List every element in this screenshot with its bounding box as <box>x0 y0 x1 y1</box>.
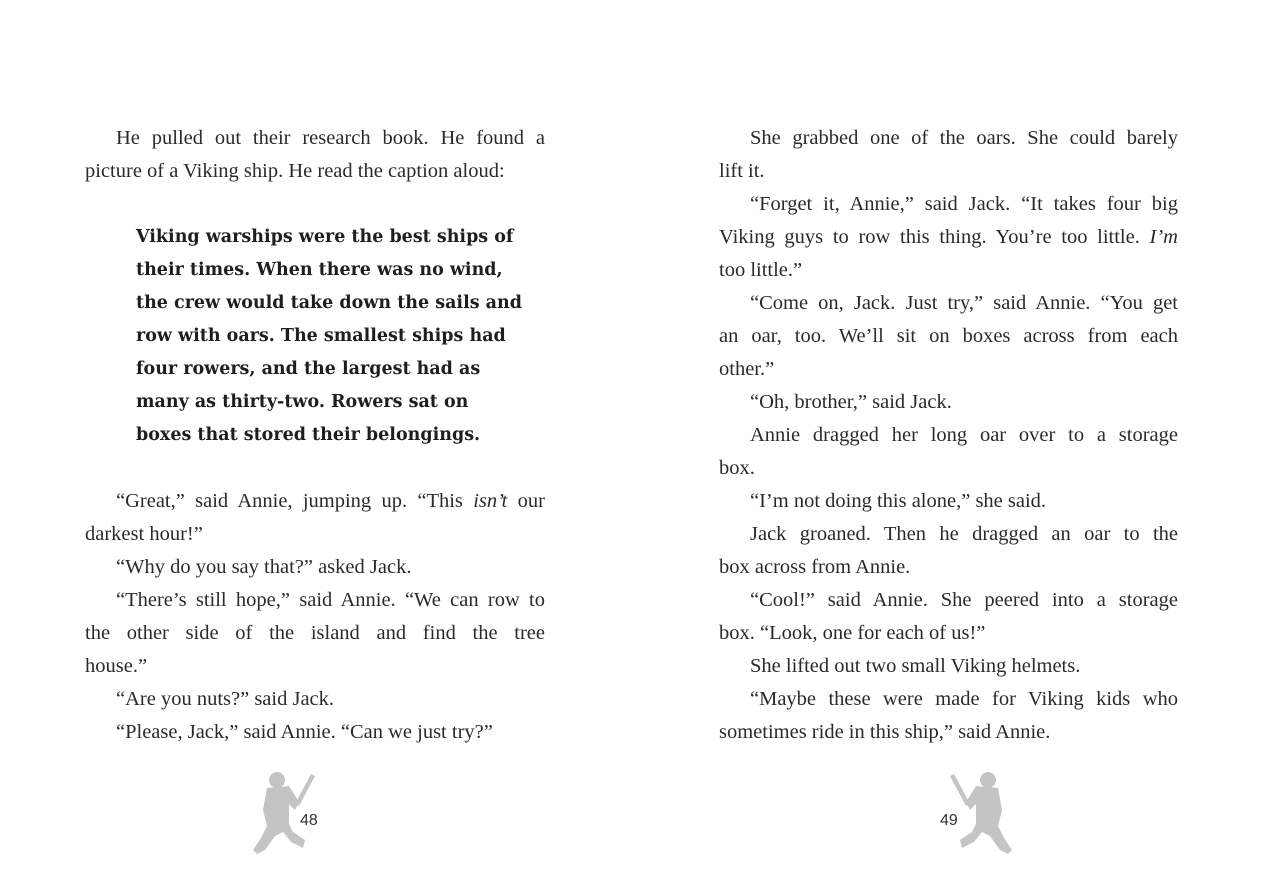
caption-line: Viking warships were the best ships of <box>136 227 514 247</box>
paragraph <box>719 683 1178 749</box>
text-line: She grabbed one of the oars. She could barely <box>750 127 1178 149</box>
paragraph <box>719 419 1178 485</box>
text-line: picture of a Viking ship. He read the caption aloud: <box>85 160 505 182</box>
text-line: darkest hour!” <box>85 523 203 545</box>
text-line: house.” <box>85 655 148 677</box>
text-line: box. “Look, one for each of us!” <box>719 622 986 644</box>
text-line: “Maybe these were made for Viking kids who <box>750 688 1178 710</box>
text-line: Viking guys to row this thing. You’re too little. I’m <box>719 226 1178 248</box>
page-footer <box>938 766 1028 862</box>
paragraph <box>719 122 1178 188</box>
paragraph <box>719 188 1178 287</box>
text-line: He pulled out their research book. He found a <box>116 127 545 149</box>
paragraph <box>85 584 545 683</box>
paragraph <box>719 584 1178 650</box>
text-line: box. <box>719 457 755 479</box>
paragraph: “Why do you say that?” asked Jack. <box>116 556 412 578</box>
text-line: sometimes ride in this ship,” said Annie. <box>719 721 1051 743</box>
paragraph: “Are you nuts?” said Jack. <box>116 688 335 710</box>
text-line: the other side of the island and find the tree <box>85 622 545 644</box>
text-line: “Come on, Jack. Just try,” said Annie. “You get <box>750 292 1178 314</box>
caption-line: boxes that stored their belongings. <box>136 425 481 445</box>
text-line: Jack groaned. Then he dragged an oar to the <box>750 523 1178 545</box>
caption-line: many as thirty-two. Rowers sat on <box>136 392 469 412</box>
page-footer <box>245 766 335 862</box>
text-line: “Forget it, Annie,” said Jack. “It takes four big <box>750 193 1178 215</box>
paragraph: “Oh, brother,” said Jack. <box>750 391 952 413</box>
page-number: 49 <box>940 812 958 829</box>
paragraph <box>719 287 1178 386</box>
right-page-text <box>719 122 1178 749</box>
caption-line: their times. When there was no wind, <box>136 260 503 280</box>
text-line: Annie dragged her long oar over to a storage <box>750 424 1178 446</box>
left-page-text <box>85 122 545 749</box>
caption-line: four rowers, and the largest had as <box>136 359 481 379</box>
paragraph <box>85 485 545 551</box>
paragraph <box>719 518 1178 584</box>
paragraph <box>85 122 545 188</box>
text-line: an oar, too. We’ll sit on boxes across from each <box>719 325 1178 347</box>
text-line: box across from Annie. <box>719 556 911 578</box>
text-line: lift it. <box>719 160 765 182</box>
caption-line: row with oars. The smallest ships had <box>136 326 506 346</box>
text-line: other.” <box>719 358 775 380</box>
text-line: too little.” <box>719 259 803 281</box>
paragraph: “I’m not doing this alone,” she said. <box>750 490 1047 512</box>
text-line: “There’s still hope,” said Annie. “We can row to <box>116 589 545 611</box>
caption-block <box>136 221 545 452</box>
paragraph: She lifted out two small Viking helmets. <box>750 655 1081 677</box>
paragraph: “Please, Jack,” said Annie. “Can we just try?” <box>116 721 493 743</box>
text-line: “Great,” said Annie, jumping up. “This isn’t our <box>116 490 546 512</box>
page-number: 48 <box>300 812 318 829</box>
right-page <box>632 0 1264 874</box>
caption-line: the crew would take down the sails and <box>136 293 522 313</box>
text-line: “Cool!” said Annie. She peered into a storage <box>750 589 1178 611</box>
